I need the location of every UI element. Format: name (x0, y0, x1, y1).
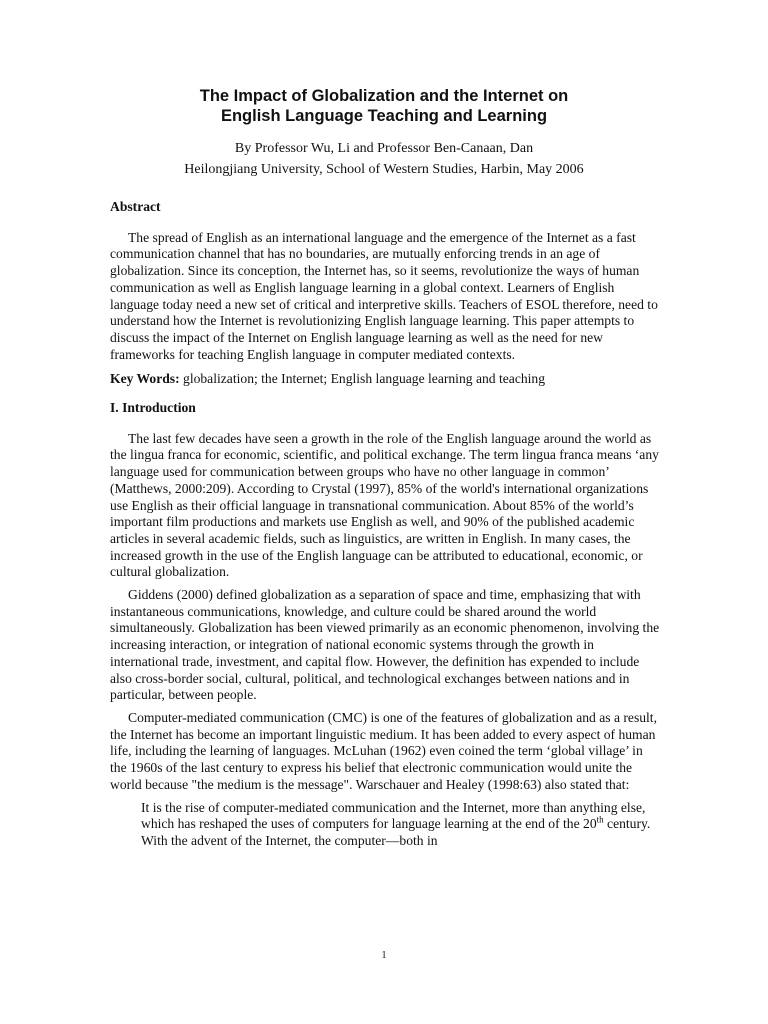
paper-title (0, 86, 768, 126)
page-number: 1 (381, 950, 387, 961)
paper-body (110, 199, 662, 850)
keywords-text: globalization; the Internet; English language learning and teaching (183, 371, 546, 387)
abstract-heading: Abstract (110, 199, 161, 214)
keywords (110, 371, 662, 388)
quote-text-start: It is the rise of computer-mediated communication and the Internet, more than anything else, which has reshaped the uses of computers for language learning at the end of the 20 (141, 799, 646, 832)
authors-line: By Professor Wu, Li and Professor Ben-Canaan, Dan (234, 141, 534, 156)
intro-paragraph-3: Computer-mediated communication (CMC) is one of the features of globalization and as a result, the Internet has become an important linguistic medium. It has been added to every aspect of human life, including the learning of languages. McLuhan (1962) even coined the term ‘global village’ in the 1960s of the last century to express his belief that electronic communication would unite the world because "the medium is the message". Warschauer and Healey (1998:63) also stated that: (110, 709, 657, 792)
block-quote (110, 800, 662, 850)
author-block (0, 138, 768, 180)
quote-text-end: century. With the advent of the Internet, the computer—both in (141, 816, 651, 848)
intro-paragraph-2: Giddens (2000) defined globalization as a separation of space and time, emphasizing that with instantaneous communications, knowledge, and culture could be shared around the world simultaneously. Globalization has been viewed primarily as an economic phenomenon, involving the increasing interaction, or integration of national economic systems through the growth in international trade, investment, and capital flow. However, the definition has expended to include also cross-border social, cultural, political, and technological exchanges between nations and in particular, between people. (110, 587, 660, 703)
keywords-label: Key Words: (110, 371, 180, 387)
introduction-heading: I. Introduction (110, 400, 196, 416)
quote-superscript: th (596, 814, 604, 825)
abstract-text: The spread of English as an international language and the emergence of the Internet as a fast communication channel that has no boundaries, are mutually enforcing trends in an age of globalization. Since its conception, the Internet has, so it seems, revolutionize the ways of human communication as well as English language learning in a global context. Learners of English language today need a new set of critical and interpretive skills. Teachers of ESOL therefore, need to understand how the Internet is revolutionizing English language learning. This paper attempts to discuss the impact of the Internet on English language learning as well as the need for new frameworks for teaching English language in computer mediated contexts. (110, 229, 658, 362)
title-line-2: English Language Teaching and Learning (220, 107, 548, 125)
title-line-1: The Impact of Globalization and the Internet on (199, 87, 569, 105)
intro-paragraph-1: The last few decades have seen a growth in the role of the English language around the world as the lingua franca for economic, scientific, and political exchange. The term lingua franca means ‘any language used for communication between groups who have no other language in common’ (Matthews, 2000:209). According to Crystal (1997), 85% of the world's international organizations use English as their official language in transnational communication. About 85% of the world’s important film productions and markets use English as well, and 90% of the published academic articles in several academic fields, such as linguistics, are written in English. In many cases, the increased growth in the use of the English language can be attributed to educational, economic, or cultural globalization. (110, 430, 659, 580)
affiliation-line: Heilongjiang University, School of Western Studies, Harbin, May 2006 (184, 162, 584, 177)
